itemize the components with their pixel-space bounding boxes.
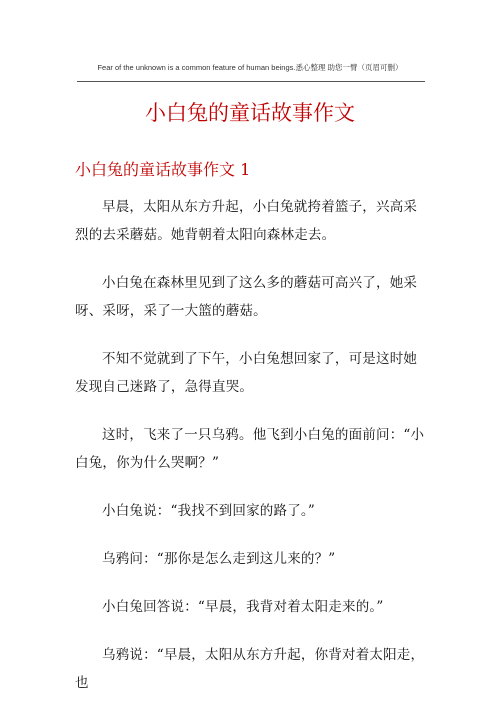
paragraph: 早晨，太阳从东方升起，小白兔就挎着篮子，兴高采烈的去采蘑菇。她背朝着太阳向森林走去。 bbox=[75, 199, 418, 243]
paragraph: 小白兔回答说：“早晨，我背对着太阳走来的。” bbox=[102, 599, 384, 615]
header-divider bbox=[77, 81, 425, 82]
paragraph: 乌鸦问：“那你是怎么走到这儿来的？” bbox=[102, 551, 336, 567]
paragraph: 乌鸦说：“早晨，太阳从东方升起，你背对着太阳走，也 bbox=[75, 647, 425, 691]
section-heading: 小白兔的童话故事作文 1 bbox=[75, 160, 251, 179]
paragraph: 这时，飞来了一只乌鸦。他飞到小白兔的面前问：“小白兔，你为什么哭啊？” bbox=[75, 427, 425, 471]
page-header-note: Fear of the unknown is a common feature of human beings.悉心整理 助您一臂（页眉可删） bbox=[97, 63, 403, 72]
document-body bbox=[75, 193, 425, 717]
paragraph: 小白兔说：“我找不到回家的路了。” bbox=[102, 503, 315, 519]
paragraph: 小白兔在森林里见到了这么多的蘑菇可高兴了，她采呀、采呀，采了一大篮的蘑菇。 bbox=[75, 275, 418, 319]
document-title: 小白兔的童话故事作文 bbox=[145, 101, 355, 125]
paragraph: 不知不觉就到了下午，小白兔想回家了，可是这时她发现自己迷路了，急得直哭。 bbox=[75, 351, 418, 395]
